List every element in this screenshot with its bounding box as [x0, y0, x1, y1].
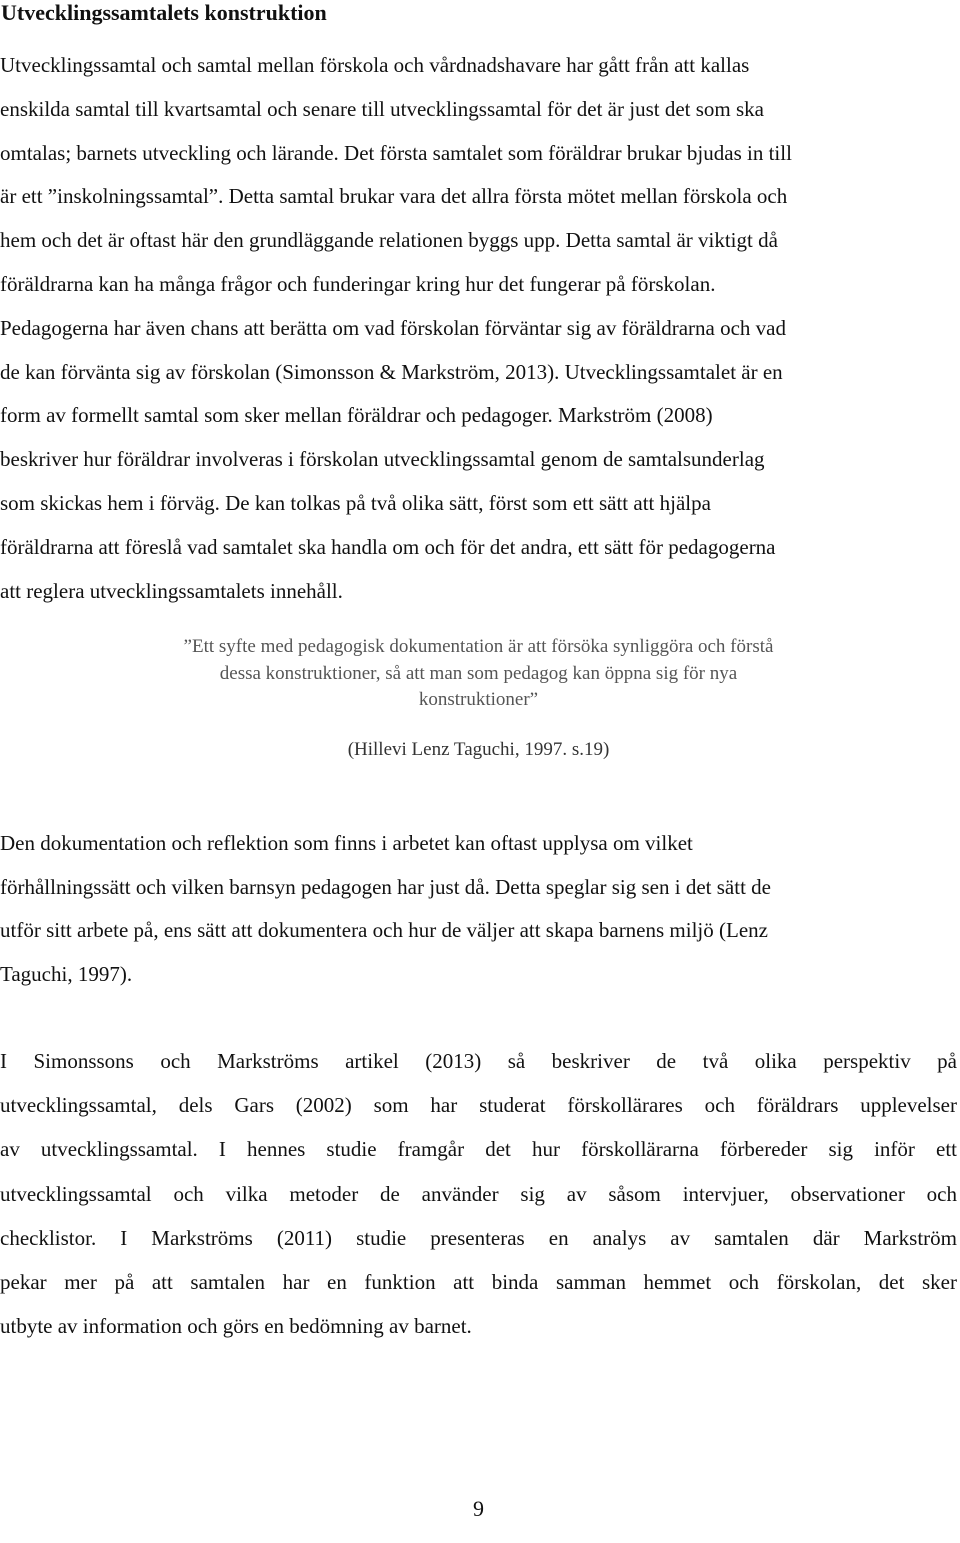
text-line: Pedagogerna har även chans att berätta om vad förskolan förväntar sig av föräldrarna och vad	[0, 315, 787, 340]
text-line: utvecklingssamtal och vilka metoder de använder sig av såsom intervjuer, observationer och	[0, 1181, 957, 1206]
text-line: utför sitt arbete på, ens sätt att dokumentera och hur de väljer att skapa barnens miljö (Lenz	[0, 918, 768, 943]
paragraph-utvecklingssamtal-history	[0, 44, 957, 613]
text-line: föräldrarna att föreslå vad samtalet ska handla om och för det andra, ett sätt för pedagogerna	[0, 534, 776, 559]
quote-line: dessa konstruktioner, så att man som pedagog kan öppna sig för nya	[219, 662, 738, 684]
text-line: Utvecklingssamtal och samtal mellan förskola och vårdnadshavare har gått från att kallas	[0, 53, 750, 77]
paragraph-simonsson-markstrom	[0, 1039, 957, 1348]
text-line: Den dokumentation och reflektion som finns i arbetet kan oftast upplysa om vilket	[0, 831, 693, 855]
text-line: utbyte av information och görs en bedömning av barnet.	[0, 1314, 472, 1339]
text-line: form av formellt samtal som sker mellan föräldrar och pedagoger. Markström (2008)	[0, 403, 713, 428]
block-quote	[0, 634, 957, 714]
quote-line: konstruktioner”	[418, 689, 539, 711]
quote-line: ”Ett syfte med pedagogisk dokumentation är att försöka synliggöra och förstå	[183, 636, 774, 657]
text-line: som skickas hem i förväg. De kan tolkas på två olika sätt, först som ett sätt att hjälpa	[0, 490, 711, 515]
quote-citation: (Hillevi Lenz Taguchi, 1997. s.19)	[347, 739, 610, 760]
text-line: omtalas; barnets utveckling och lärande. Det första samtalet som föräldrar brukar bjudas in till	[0, 140, 792, 165]
paragraph-documentation-reflection	[0, 822, 957, 996]
text-line: att reglera utvecklingssamtalets innehåll.	[0, 578, 343, 603]
text-line: hem och det är oftast här den grundläggande relationen byggs upp. Detta samtal är viktigt då	[0, 228, 778, 253]
text-line: förhållningssätt och vilken barnsyn pedagogen har just då. Detta speglar sig sen i det sätt de	[0, 874, 771, 899]
text-line: de kan förvänta sig av förskolan (Simonsson & Markström, 2013). Utvecklingssamtalet är en	[0, 359, 783, 384]
text-line: Taguchi, 1997).	[0, 961, 133, 986]
text-line: beskriver hur föräldrar involveras i förskolan utvecklingssamtal genom de samtalsunderlag	[0, 447, 765, 472]
text-line: föräldrarna kan ha många frågor och funderingar kring hur det fungerar på förskolan.	[0, 271, 716, 296]
page-number: 9	[473, 1496, 484, 1521]
text-line: är ett ”inskolningssamtal”. Detta samtal brukar vara det allra första mötet mellan förskola och	[0, 184, 788, 209]
text-line: pekar mer på att samtalen har en funktion att binda samman hemmet och förskolan, det sker	[0, 1270, 957, 1295]
text-line: av utvecklingssamtal. I hennes studie framgår det hur förskollärarna förbereder sig inför ett	[0, 1137, 957, 1162]
text-line: utvecklingssamtal, dels Gars (2002) som har studerat förskollärares och föräldrars upplevelser	[0, 1093, 957, 1118]
section-heading: Utvecklingssamtalets konstruktion	[1, 0, 327, 25]
text-line: enskilda samtal till kvartsamtal och senare till utvecklingssamtal för det är just det som ska	[0, 96, 764, 121]
text-line: checklistor. I Markströms (2011) studie presenteras en analys av samtalen där Markström	[0, 1225, 957, 1250]
text-line: I Simonssons och Markströms artikel (2013) så beskriver de två olika perspektiv på	[0, 1049, 957, 1073]
